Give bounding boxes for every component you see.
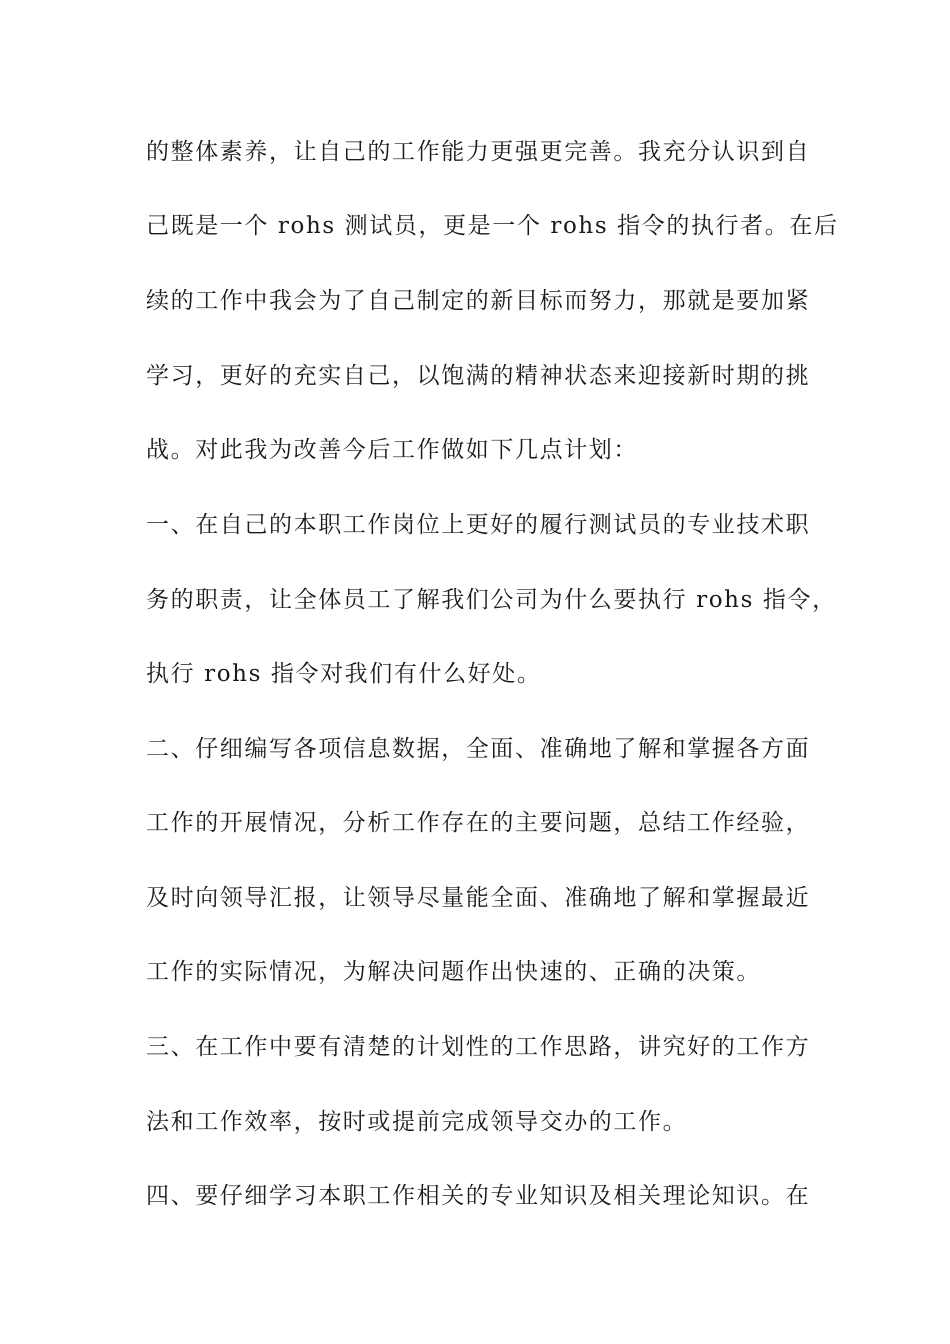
text-line-6: 一、在自己的本职工作岗位上更好的履行测试员的专业技术职 xyxy=(146,512,811,538)
text-line-11: 及时向领导汇报，让领导尽量能全面、准确地了解和掌握最近 xyxy=(146,885,811,911)
text-line-2: 己既是一个 rohs 测试员，更是一个 rohs 指令的执行者。在后 xyxy=(146,213,839,239)
text-line-5: 战。对此我为改善今后工作做如下几点计划： xyxy=(146,437,638,463)
text-line-12: 工作的实际情况，为解决问题作出快速的、正确的决策。 xyxy=(146,959,761,985)
text-line-8: 执行 rohs 指令对我们有什么好处。 xyxy=(146,661,542,687)
text-line-9: 二、仔细编写各项信息数据，全面、准确地了解和掌握各方面 xyxy=(146,736,811,762)
text-line-4: 学习，更好的充实自己，以饱满的精神状态来迎接新时期的挑 xyxy=(146,363,811,389)
text-line-15: 四、要仔细学习本职工作相关的专业知识及相关理论知识。在 xyxy=(146,1183,811,1209)
text-line-3: 续的工作中我会为了自己制定的新目标而努力，那就是要加紧 xyxy=(146,288,811,314)
text-line-1: 的整体素养，让自己的工作能力更强更完善。我充分认识到自 xyxy=(146,139,811,165)
text-line-13: 三、在工作中要有清楚的计划性的工作思路，讲究好的工作方 xyxy=(146,1034,811,1060)
text-line-14: 法和工作效率，按时或提前完成领导交办的工作。 xyxy=(146,1109,688,1135)
text-line-10: 工作的开展情况，分析工作存在的主要问题，总结工作经验， xyxy=(146,810,811,836)
text-line-7: 务的职责，让全体员工了解我们公司为什么要执行 rohs 指令， xyxy=(146,587,837,613)
